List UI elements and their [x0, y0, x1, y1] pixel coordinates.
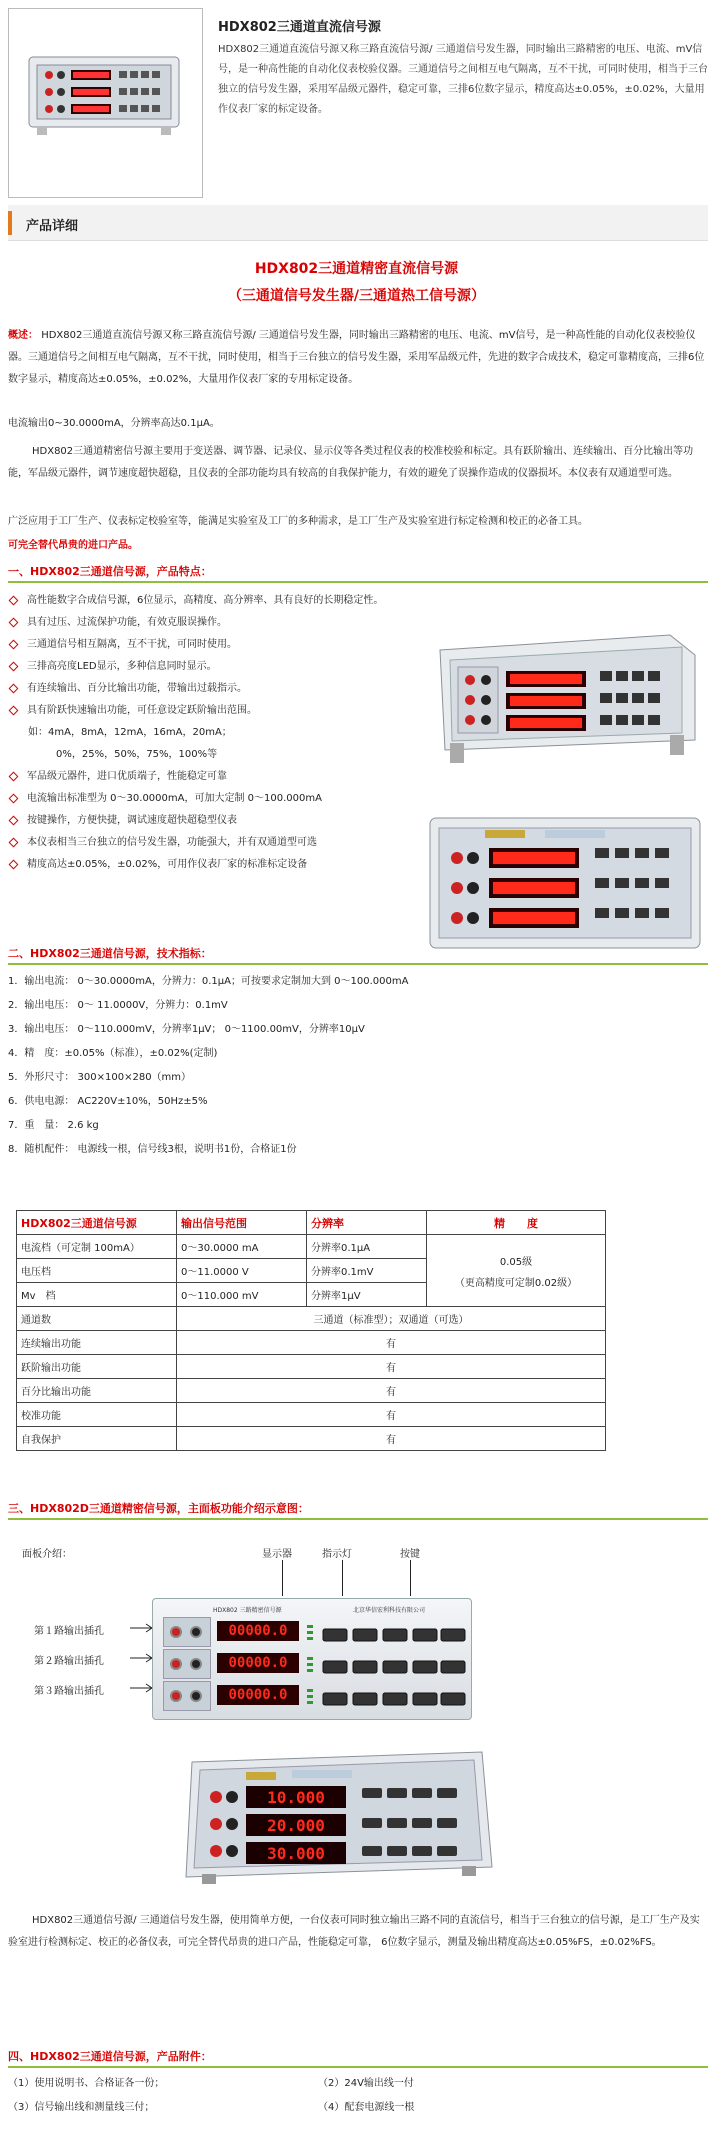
list-item: [8, 2072, 708, 2096]
table-cell: 通道数: [17, 1307, 177, 1331]
spec-item: 6．供电电源： AC220V±10%，50Hz±5%: [8, 1096, 208, 1107]
section-features-header: [8, 563, 708, 583]
section-accessories-title: 四、HDX802三通道信号源，产品附件：: [8, 2050, 212, 2063]
feature-list: [8, 590, 448, 876]
table-cell: 电流档（可定制 100mA）: [17, 1235, 177, 1259]
red-terminal-icon[interactable]: [170, 1690, 182, 1702]
panel-model-text: [213, 1605, 282, 1614]
overview-paragraph-2: HDX802三通道精密信号源主要用于变送器、调节器、记录仪、显示仪等各类过程仪表的校准校验和标定。具有跃阶输出、连续输出、百分比输出等功能，军品级元器件，调节速度超快超稳，且仪表的全部功能均具有较高的自我保护能力，有效的避免了误操作造成的仪器损坏。本仪表有双通道型可选。: [8, 446, 694, 479]
overview-current-range: 电流输出0~30.0000mA，分辨率高达0.1μA。: [8, 418, 220, 429]
feature-text: 军品级元器件，进口优质端子，性能稳定可靠: [27, 771, 227, 782]
photo-readout-3: 30.000: [267, 1844, 325, 1863]
main-subtitle: （三通道信号发生器/三通道热工信号源）: [227, 288, 486, 304]
section-specs-title: 二、HDX802三通道信号源，技术指标：: [8, 947, 212, 960]
product-thumbnail[interactable]: [8, 8, 203, 198]
spec-item: 2．输出电压： 0～ 11.0000V，分辨力：0.1mV: [8, 1000, 228, 1011]
list-item: [8, 612, 448, 634]
red-terminal-icon[interactable]: [170, 1658, 182, 1670]
section-panel-title: 三、HDX802D三通道精密信号源，主面板功能介绍示意图：: [8, 1502, 309, 1515]
feature-text: 本仪表相当三台独立的信号发生器，功能强大，并有双通道型可选: [27, 837, 317, 848]
panel-name: 三路精密信号源: [239, 1607, 282, 1614]
spec-item: 8．随机配件： 电源线一根，信号线3根，说明书1份，合格证1份: [8, 1144, 297, 1155]
table-cell: 有: [177, 1355, 606, 1379]
spec-item: 1．输出电流： 0～30.0000mA，分辨力：0.1μA；可按要求定制加大到 0～100.000mA: [8, 976, 409, 987]
feature-text: 按键操作，方便快捷，调试速度超快超稳型仪表: [27, 815, 237, 826]
panel-intro-label: 面板介绍：: [22, 1549, 72, 1560]
spec-table: [16, 1210, 606, 1451]
table-row: [17, 1355, 606, 1379]
section-accessories-header: [8, 2048, 708, 2068]
channel-1-terminals: [163, 1617, 211, 1647]
keys-pointer-line: [410, 1560, 411, 1596]
accessory-item: （1）使用说明书、合格证各一份；: [8, 2078, 165, 2089]
accessory-item: （3）信号输出线和测量线三付；: [8, 2102, 155, 2113]
overview-label: 概述：: [8, 330, 38, 341]
hole-1-label: 第１路输出插孔: [34, 1626, 104, 1637]
table-header-row: [17, 1211, 606, 1235]
keys-callout: 按键: [400, 1549, 420, 1560]
hole-3-label: 第３路输出插孔: [34, 1686, 104, 1697]
table-cell: 有: [177, 1427, 606, 1451]
channel-3-terminals: [163, 1681, 211, 1711]
section-features-title: 一、HDX802三通道信号源，产品特点：: [8, 565, 212, 578]
list-item: [8, 788, 448, 810]
overview-replace-note: 可完全替代昂贵的进口产品。: [8, 540, 138, 551]
accessory-item: （4）配套电源线一根: [318, 2102, 415, 2113]
spec-item: 7．重 量： 2.6 kg: [8, 1120, 99, 1131]
product-detail-header: [8, 205, 708, 241]
table-row: [17, 1235, 606, 1259]
spec-item: 4．精 度：±0.05%（标准），±0.02%(定制): [8, 1048, 218, 1059]
list-item: [8, 2096, 708, 2120]
table-cell: 跃阶输出功能: [17, 1355, 177, 1379]
product-summary: [8, 8, 708, 198]
list-item: [8, 590, 448, 612]
list-item: [8, 700, 448, 722]
table-row: [17, 1403, 606, 1427]
device-photo-perspective: [182, 1742, 497, 1892]
diamond-bullet-icon: [9, 859, 19, 869]
channel-1-display: 00000.0: [217, 1621, 299, 1641]
table-cell: 百分比输出功能: [17, 1379, 177, 1403]
table-cell: 分辨率1μV: [307, 1283, 427, 1307]
table-cell: 有: [177, 1331, 606, 1355]
feature-text: 具有过压、过流保护功能，有效克服误操作。: [27, 617, 227, 628]
table-row: [17, 1331, 606, 1355]
feature-example-2: 0%，25%，50%，75%，100%等: [56, 749, 218, 760]
table-header-cell: 精 度: [427, 1211, 606, 1235]
feature-text: 具有阶跃快速输出功能，可任意设定跃阶输出范围。: [27, 705, 257, 716]
table-cell: 电压档: [17, 1259, 177, 1283]
diamond-bullet-icon: [9, 771, 19, 781]
list-item: [8, 810, 448, 832]
list-item: [8, 832, 448, 854]
table-row: [17, 1307, 606, 1331]
table-cell: 三通道（标准型）；双通道（可选）: [177, 1307, 606, 1331]
list-item: [8, 854, 448, 876]
feature-example-1: 如：4mA，8mA，12mA，16mA，20mA；: [28, 727, 232, 738]
panel-company: 北京华信宏利科技有限公司: [353, 1607, 426, 1614]
table-row: [17, 1427, 606, 1451]
list-item: [8, 634, 448, 656]
spec-list: [8, 970, 708, 1162]
overview-text: HDX802三通道直流信号源又称三路直流信号源/ 三通道信号发生器，同时输出三路精密的电压、电流、mV信号，是一种高性能的自动化仪表校验仪器。三通道信号之间相互电气隔离，互不干扰，同时使用，相当于三台独立的信号发生器，采用军品级元件，先进的数字合成技术，稳定可靠精度高，三排6位数字显示，精度高达±0.05%，±0.02%，大量用作仪表厂家的专用标定设备。: [8, 330, 705, 385]
table-cell: 0～110.000 mV: [177, 1283, 307, 1307]
display-callout: 显示器: [262, 1549, 292, 1560]
table-cell: 分辨率0.1mV: [307, 1259, 427, 1283]
header-accent-bar: [8, 211, 12, 235]
photo-readout-1: 10.000: [267, 1788, 325, 1807]
keypad-area: [303, 1617, 468, 1713]
channel-2-terminals: [163, 1649, 211, 1679]
table-cell: Mv 档: [17, 1283, 177, 1307]
section-panel-header: [8, 1500, 708, 1520]
red-terminal-icon[interactable]: [170, 1626, 182, 1638]
black-terminal-icon[interactable]: [190, 1658, 202, 1670]
table-cell: 分辨率0.1μA: [307, 1235, 427, 1259]
product-title: HDX802三通道直流信号源: [218, 20, 381, 35]
diamond-bullet-icon: [9, 705, 19, 715]
list-item: [8, 678, 448, 700]
diamond-bullet-icon: [9, 815, 19, 825]
panel-model: HDX802: [213, 1607, 238, 1614]
table-row: [17, 1379, 606, 1403]
table-cell: 校准功能: [17, 1403, 177, 1427]
diamond-bullet-icon: [9, 661, 19, 671]
table-header-cell: HDX802三通道信号源: [17, 1211, 177, 1235]
indicator-pointer-line: [342, 1560, 343, 1596]
section-specs-header: [8, 945, 708, 965]
hole-2-label: 第２路输出插孔: [34, 1656, 104, 1667]
display-pointer-line: [282, 1560, 283, 1596]
table-cell: 0～11.0000 V: [177, 1259, 307, 1283]
spec-item: 5．外形尺寸： 300×100×280（mm）: [8, 1072, 192, 1083]
black-terminal-icon[interactable]: [190, 1690, 202, 1702]
list-item: [8, 656, 448, 678]
accuracy-cell: [427, 1235, 606, 1307]
list-item: [8, 766, 448, 788]
accessory-list: [8, 2072, 708, 2120]
feature-text: 有连续输出、百分比输出功能，带输出过载指示。: [27, 683, 247, 694]
channel-2-display: 00000.0: [217, 1653, 299, 1673]
device-thumbnail-image: [9, 9, 202, 197]
spec-item: 3．输出电压： 0～110.000mV，分辨率1μV； 0～1100.00mV，分辨率10μV: [8, 1024, 365, 1035]
indicator-callout: 指示灯: [322, 1549, 352, 1560]
feature-text: 电流输出标准型为 0～30.0000mA，可加大定制 0～100.000mA: [27, 793, 322, 804]
overview-paragraph-3: 广泛应用于工厂生产、仪表标定校验室等，能满足实验室及工厂的多种需求，是工厂生产及实验室进行标定检测和校正的必备工具。: [8, 516, 588, 527]
table-cell: 有: [177, 1403, 606, 1427]
diamond-bullet-icon: [9, 837, 19, 847]
channel-3-display: 00000.0: [217, 1685, 299, 1705]
accuracy-standard: 0.05级: [499, 1256, 533, 1268]
table-cell: 有: [177, 1379, 606, 1403]
photo-readout-2: 20.000: [267, 1816, 325, 1835]
black-terminal-icon[interactable]: [190, 1626, 202, 1638]
feature-text: 三通道信号相互隔离，互不干扰，可同时使用。: [27, 639, 237, 650]
table-header-cell: 输出信号范围: [177, 1211, 307, 1235]
diamond-bullet-icon: [9, 617, 19, 627]
feature-text: 高性能数字合成信号源，6位显示，高精度、高分辨率、具有良好的长期稳定性。: [27, 595, 384, 606]
device-photo-front: [425, 808, 705, 958]
diamond-bullet-icon: [9, 595, 19, 605]
diamond-bullet-icon: [9, 793, 19, 803]
device-photo-angled: [420, 625, 705, 765]
product-description: HDX802三通道直流信号源又称三路直流信号源/ 三通道信号发生器，同时输出三路精密的电压、电流、mV信号，是一种高性能的自动化仪表校验仪器。三通道信号之间相互电气隔离，互不干扰，可同时使用，相当于三台独立的信号发生器，采用军品级元器件，稳定可靠，三排6位数字显示，精度高达±0.05%，±0.02%，大量用作仪表厂家的标定设备。: [218, 44, 708, 115]
main-title: HDX802三通道精密直流信号源: [254, 261, 459, 277]
diamond-bullet-icon: [9, 639, 19, 649]
table-cell: 连续输出功能: [17, 1331, 177, 1355]
panel-description: HDX802三通道信号源/ 三通道信号发生器，使用简单方便，一台仪表可同时独立输出三路不同的直流信号，相当于三台独立的信号源，是工厂生产及实验室进行检测标定、校正的必备仪表，可完全替代昂贵的进口产品，性能稳定可靠， 6位数字显示，测量及输出精度高达±0.05%FS，±0.02%FS。: [8, 1915, 700, 1948]
diamond-bullet-icon: [9, 683, 19, 693]
front-panel-diagram: [152, 1598, 472, 1720]
table-cell: 0～30.0000 mA: [177, 1235, 307, 1259]
feature-text: 三排高亮度LED显示，多种信息同时显示。: [27, 661, 217, 672]
table-cell: 自我保护: [17, 1427, 177, 1451]
feature-text: 精度高达±0.05%，±0.02%，可用作仪表厂家的标准标定设备: [27, 859, 308, 870]
accuracy-custom: （更高精度可定制0.02级）: [454, 1277, 578, 1289]
overview-paragraph-1: [8, 325, 708, 391]
product-detail-title: 产品详细: [26, 219, 79, 234]
table-header-cell: 分辨率: [307, 1211, 427, 1235]
accessory-item: （2）24V输出线一付: [318, 2078, 414, 2089]
